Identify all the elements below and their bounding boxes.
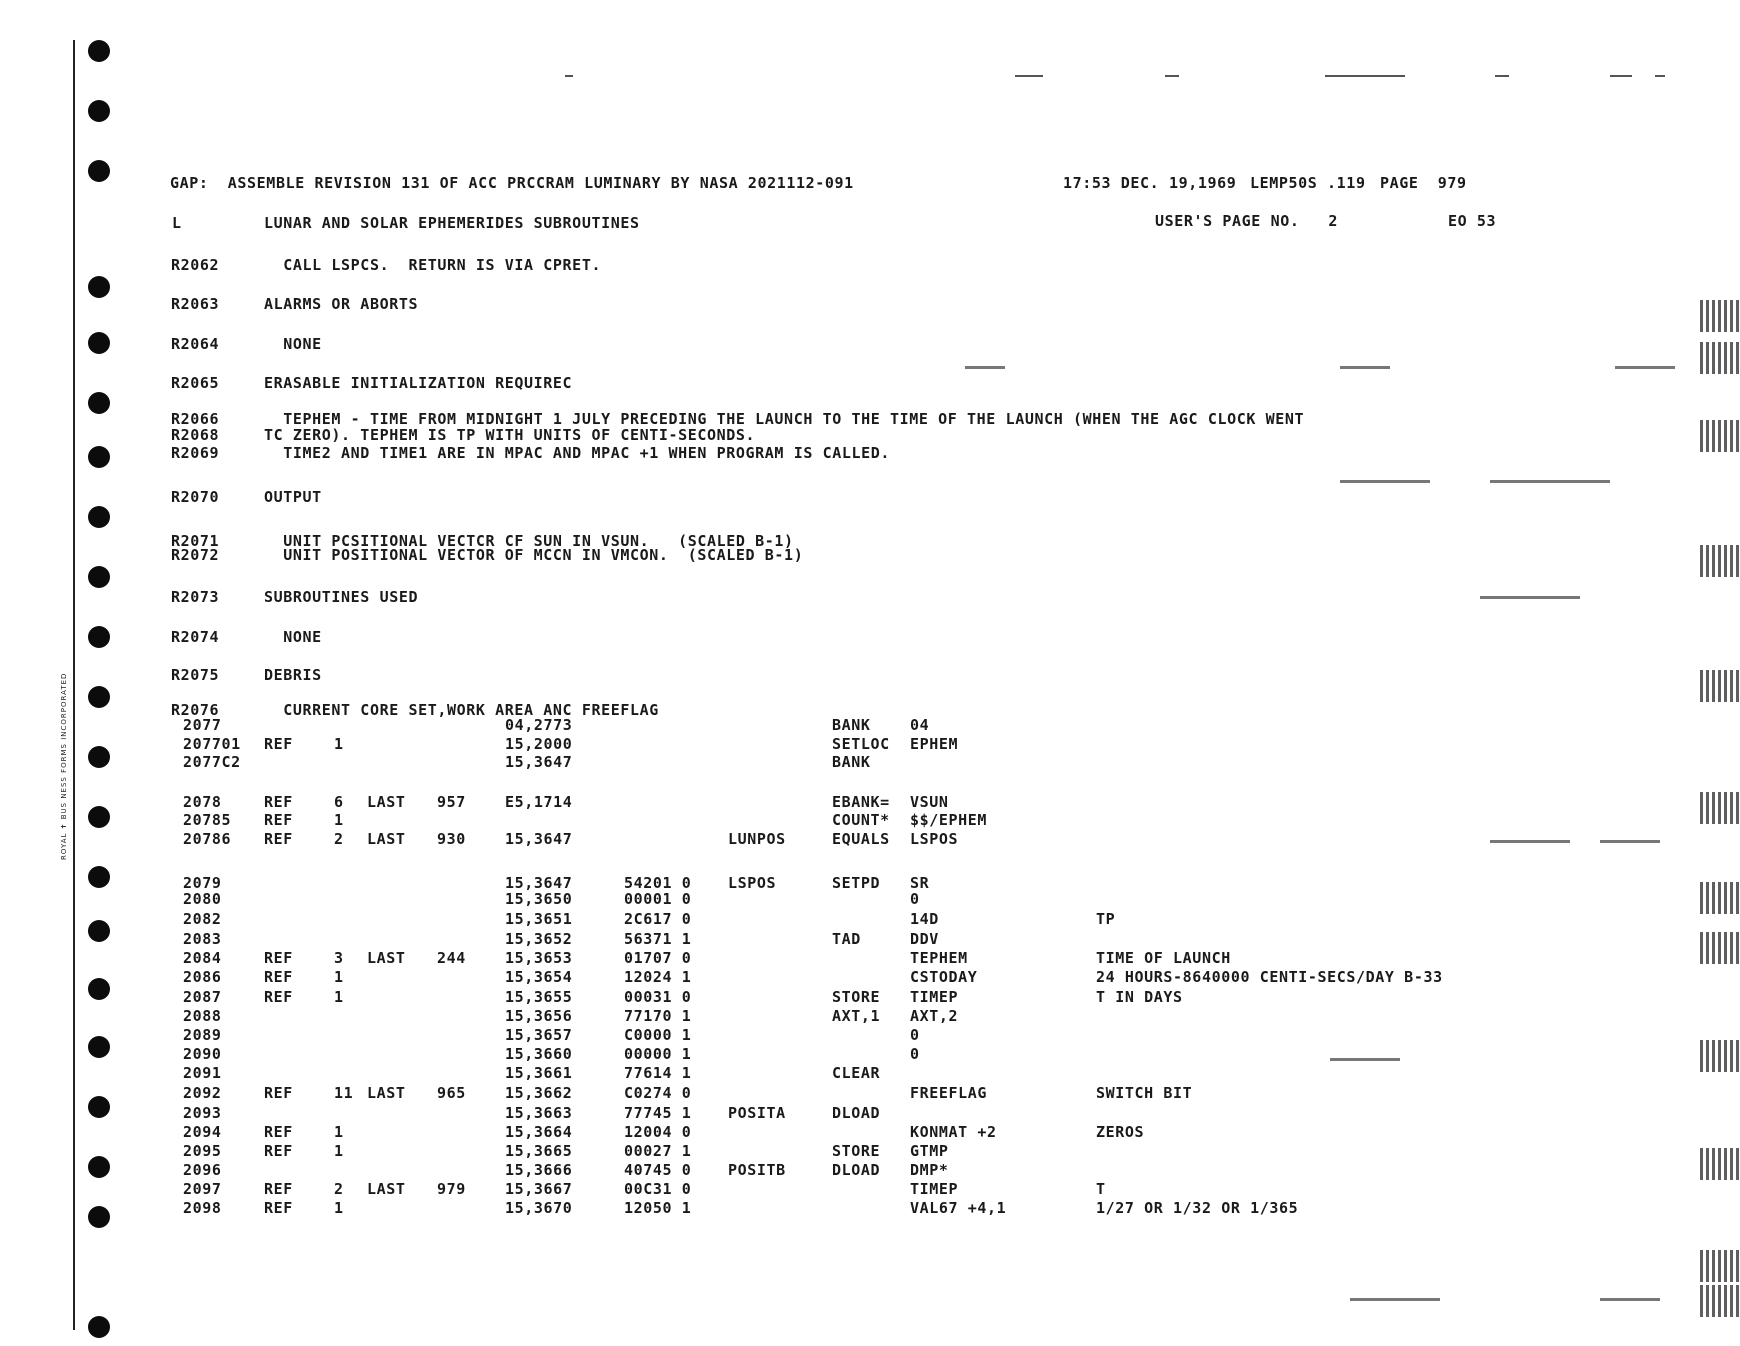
operand: 14D [910,910,939,928]
punch-hole [88,686,110,708]
last-label: LAST [367,830,406,848]
comment: T [1096,1180,1106,1198]
subheader-section: LUNAR AND SOLAR EPHEMERIDES SUBROUTINES [264,214,640,232]
punch-hole [88,1096,110,1118]
line-number: R2076 [171,701,220,719]
line-text: CALL LSPCS. RETURN IS VIA CPRET. [264,256,602,274]
top-dash [1610,75,1632,77]
punch-hole [88,276,110,298]
line-text: NONE [264,335,322,353]
ref-count: 1 [334,1142,344,1160]
punch-hole [88,1316,110,1338]
line-number: R2070 [171,488,220,506]
subheader-users-page: USER'S PAGE NO. 2 [1155,212,1338,230]
octal-word: 00000 1 [624,1045,692,1063]
line-number: R2072 [171,546,220,564]
operand: DMP* [910,1161,949,1179]
scan-speck [1600,1298,1660,1301]
address: 15,3666 [505,1161,573,1179]
line-number: R2069 [171,444,220,462]
scan-edge-mark [1700,882,1740,914]
line-number: R2074 [171,628,220,646]
ref-count: 1 [334,735,344,753]
address: 15,3665 [505,1142,573,1160]
opcode: SETLOC [832,735,890,753]
address: 15,3654 [505,968,573,986]
line-number: R2064 [171,335,220,353]
ref-count: 1 [334,1123,344,1141]
line-number: 2096 [183,1161,222,1179]
top-dash [1655,75,1665,77]
line-number: 2079 [183,874,222,892]
operand: LSPOS [910,830,959,848]
last-page: 979 [437,1180,466,1198]
ref-label: REF [264,949,293,967]
subheader-marker: L [172,214,182,232]
opcode: AXT,1 [832,1007,881,1025]
punch-hole [88,506,110,528]
address: 04,2773 [505,716,573,734]
opcode: DLOAD [832,1104,881,1122]
ref-label: REF [264,988,293,1006]
punch-hole [88,1156,110,1178]
operand: 0 [910,890,920,908]
ref-label: REF [264,1084,293,1102]
top-dash [1325,75,1405,77]
last-page: 957 [437,793,466,811]
line-text: DEBRIS [264,666,322,684]
punch-hole [88,392,110,414]
line-text: TIME2 AND TIME1 ARE IN MPAC AND MPAC +1 WHEN PROGRAM IS CALLED. [264,444,890,462]
address: 15,3651 [505,910,573,928]
operand: VAL67 +4,1 [910,1199,1007,1217]
operand: SR [910,874,930,892]
line-text: NONE [264,628,322,646]
octal-word: 00031 0 [624,988,692,1006]
scan-edge-mark [1700,1250,1740,1282]
octal-word: 12050 1 [624,1199,692,1217]
operand: TEPHEM [910,949,968,967]
octal-word: 00027 1 [624,1142,692,1160]
line-number: R2075 [171,666,220,684]
punch-hole [88,1036,110,1058]
octal-word: 12024 1 [624,968,692,986]
last-page: 965 [437,1084,466,1102]
scan-edge-mark [1700,932,1740,964]
punch-hole [88,920,110,942]
line-number: R2068 [171,426,220,444]
operand: AXT,2 [910,1007,959,1025]
ref-label: REF [264,735,293,753]
scan-speck [1350,1298,1440,1301]
operand: DDV [910,930,939,948]
punch-hole [88,866,110,888]
line-number: R2062 [171,256,220,274]
comment: TIME OF LAUNCH [1096,949,1231,967]
operand: VSUN [910,793,949,811]
line-number: 2080 [183,890,222,908]
ref-label: REF [264,1123,293,1141]
line-number: 2092 [183,1084,222,1102]
line-text: UNIT PCSITIONAL VECTCR CF SUN IN VSUN. (SCALED B-1) [264,532,794,550]
ref-count: 2 [334,1180,344,1198]
punch-hole [88,1206,110,1228]
top-dash [1495,75,1509,77]
punch-hole [88,332,110,354]
scan-speck [1600,840,1660,843]
header-page: PAGE 979 [1380,174,1467,192]
ref-count: 1 [334,988,344,1006]
line-number: 2091 [183,1064,222,1082]
address: 15,3670 [505,1199,573,1217]
operand: 0 [910,1045,920,1063]
scan-speck [1490,840,1570,843]
octal-word: 40745 0 [624,1161,692,1179]
operand: KONMAT +2 [910,1123,997,1141]
line-number: 2088 [183,1007,222,1025]
address: 15,3664 [505,1123,573,1141]
line-number: 207701 [183,735,241,753]
operand: EPHEM [910,735,959,753]
ref-label: REF [264,793,293,811]
symbol-tag: LUNPOS [728,830,786,848]
opcode: CLEAR [832,1064,881,1082]
address: 15,3660 [505,1045,573,1063]
scan-edge-mark [1700,342,1740,374]
address: 15,3647 [505,874,573,892]
operand: GTMP [910,1142,949,1160]
address: 15,3661 [505,1064,573,1082]
scan-edge-mark [1700,420,1740,452]
line-number: 2094 [183,1123,222,1141]
address: 15,3663 [505,1104,573,1122]
address: 15,3653 [505,949,573,967]
ref-label: REF [264,968,293,986]
punch-hole [88,806,110,828]
address: 15,3652 [505,930,573,948]
ref-count: 11 [334,1084,354,1102]
address: 15,2000 [505,735,573,753]
address: 15,3657 [505,1026,573,1044]
comment: 1/27 OR 1/32 OR 1/365 [1096,1199,1299,1217]
top-dash [565,75,573,77]
opcode: DLOAD [832,1161,881,1179]
octal-word: 00C31 0 [624,1180,692,1198]
punch-hole [88,746,110,768]
scan-speck [1330,1058,1400,1061]
address: 15,3662 [505,1084,573,1102]
octal-word: 54201 0 [624,874,692,892]
ref-label: REF [264,1180,293,1198]
scan-speck [1340,480,1430,483]
operand: TIMEP [910,988,959,1006]
header-timestamp: 17:53 DEC. 19,1969 [1063,174,1237,192]
octal-word: 01707 0 [624,949,692,967]
punch-hole [88,978,110,1000]
line-number: 2090 [183,1045,222,1063]
operand: 0 [910,1026,920,1044]
scan-speck [1340,366,1390,369]
last-label: LAST [367,1084,406,1102]
line-text: TC ZERO). TEPHEM IS TP WITH UNITS OF CENTI-SECONDS. [264,426,756,444]
top-dash [1165,75,1179,77]
scan-speck [1490,480,1610,483]
opcode: EQUALS [832,830,890,848]
ref-label: REF [264,1142,293,1160]
octal-word: 2C617 0 [624,910,692,928]
scan-edge-mark [1700,1040,1740,1072]
comment: 24 HOURS-8640000 CENTI-SECS/DAY B-33 [1096,968,1443,986]
opcode: STORE [832,988,881,1006]
octal-word: 77170 1 [624,1007,692,1025]
last-label: LAST [367,793,406,811]
header-title: GAP: ASSEMBLE REVISION 131 OF ACC PRCCRAM LUMINARY BY NASA 2021112-091 [170,174,854,192]
line-number: 2078 [183,793,222,811]
last-page: 930 [437,830,466,848]
scan-speck [1480,596,1580,599]
line-text: OUTPUT [264,488,322,506]
address: E5,1714 [505,793,573,811]
ref-count: 1 [334,968,344,986]
margin-rule [73,40,75,1330]
punch-hole [88,100,110,122]
comment: SWITCH BIT [1096,1084,1193,1102]
symbol-tag: POSITB [728,1161,786,1179]
comment: T IN DAYS [1096,988,1183,1006]
line-text: CURRENT CORE SET,WORK AREA ANC FREEFLAG [264,701,659,719]
ref-label: REF [264,811,293,829]
line-number: 20786 [183,830,232,848]
line-number: R2063 [171,295,220,313]
comment: TP [1096,910,1116,928]
octal-word: 56371 1 [624,930,692,948]
scan-edge-mark [1700,792,1740,824]
scan-edge-mark [1700,670,1740,702]
scan-speck [965,366,1005,369]
opcode: SETPD [832,874,881,892]
scan-speck [1615,366,1675,369]
line-number: 2098 [183,1199,222,1217]
line-number: 2097 [183,1180,222,1198]
ref-count: 3 [334,949,344,967]
line-number: 2084 [183,949,222,967]
ref-count: 1 [334,1199,344,1217]
subheader-eo: EO 53 [1448,212,1497,230]
margin-label: ROYAL ✝ BUS NESS FORMS INCORPORATED [60,672,68,860]
ref-label: REF [264,830,293,848]
opcode: EBANK= [832,793,890,811]
last-label: LAST [367,1180,406,1198]
comment: ZEROS [1096,1123,1145,1141]
octal-word: 00001 0 [624,890,692,908]
scan-edge-mark [1700,1285,1740,1317]
operand: TIMEP [910,1180,959,1198]
line-number: 2077C2 [183,753,241,771]
scan-edge-mark [1700,1148,1740,1180]
line-text: ALARMS OR ABORTS [264,295,419,313]
address: 15,3655 [505,988,573,1006]
operand: 04 [910,716,930,734]
punch-hole [88,626,110,648]
ref-count: 1 [334,811,344,829]
line-number: 2083 [183,930,222,948]
opcode: BANK [832,753,871,771]
line-number: R2066 [171,410,220,428]
punch-hole [88,160,110,182]
operand: FREEFLAG [910,1084,988,1102]
opcode: TAD [832,930,861,948]
address: 15,3656 [505,1007,573,1025]
opcode: STORE [832,1142,881,1160]
operand: $$/EPHEM [910,811,988,829]
ref-count: 6 [334,793,344,811]
line-number: 2077 [183,716,222,734]
line-text: UNIT POSITIONAL VECTOR OF MCCN IN VMCON. (SCALED B-1) [264,546,804,564]
octal-word: 77614 1 [624,1064,692,1082]
line-number: 2086 [183,968,222,986]
address: 15,3667 [505,1180,573,1198]
ref-label: REF [264,1199,293,1217]
address: 15,3650 [505,890,573,908]
octal-word: C0274 0 [624,1084,692,1102]
line-text: TEPHEM - TIME FROM MIDNIGHT 1 JULY PRECEDING THE LAUNCH TO THE TIME OF THE LAUNCH (WHEN THE AGC CLOCK WENT [264,410,1305,428]
top-dash [1015,75,1043,77]
line-text: ERASABLE INITIALIZATION REQUIREC [264,374,573,392]
address: 15,3647 [505,830,573,848]
symbol-tag: POSITA [728,1104,786,1122]
scan-edge-mark [1700,545,1740,577]
octal-word: 12004 0 [624,1123,692,1141]
line-number: R2071 [171,532,220,550]
punch-hole [88,566,110,588]
octal-word: 77745 1 [624,1104,692,1122]
scan-edge-mark [1700,300,1740,332]
line-text: SUBROUTINES USED [264,588,419,606]
punch-hole [88,40,110,62]
punch-hole [88,446,110,468]
address: 15,3647 [505,753,573,771]
line-number: 2093 [183,1104,222,1122]
operand: CSTODAY [910,968,978,986]
symbol-tag: LSPOS [728,874,777,892]
octal-word: C0000 1 [624,1026,692,1044]
opcode: COUNT* [832,811,890,829]
line-number: 20785 [183,811,232,829]
last-page: 244 [437,949,466,967]
ref-count: 2 [334,830,344,848]
line-number: R2073 [171,588,220,606]
line-number: 2087 [183,988,222,1006]
line-number: 2089 [183,1026,222,1044]
line-number: 2095 [183,1142,222,1160]
header-job: LEMP50S .119 [1250,174,1366,192]
opcode: BANK [832,716,871,734]
line-number: 2082 [183,910,222,928]
line-number: R2065 [171,374,220,392]
last-label: LAST [367,949,406,967]
